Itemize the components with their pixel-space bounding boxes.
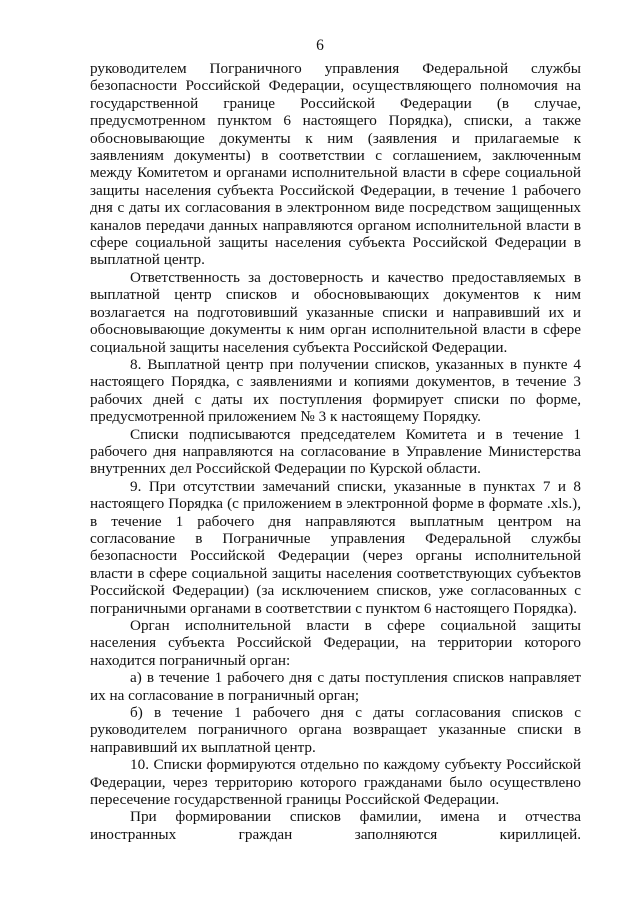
page-number: 6 (316, 37, 324, 54)
paragraph-continuation: руководителем Пограничного управления Федеральной службы безопасности Российской Федерации, осуществляющего полномочия на государственной границе Российской Федерации (в случае, предусмотренном пунктом 6 настоящего Порядка), списки, а также обосновывающие документы к ним (заявления и прилагаемые к заявлениям документы) в соответствии с соглашением, заключенным между Комитетом и органами исполнительной власти в сфере социальной защиты населения субъекта Российской Федерации, в течение 1 рабочего дня с даты их согласования в электронном виде посредством защищенных каналов передачи данных направляются органом исполнительной власти в сфере социальной защиты населения субъекта Российской Федерации в выплатной центр. (90, 60, 581, 269)
paragraph-lists-signing: Списки подписываются председателем Комитета и в течение 1 рабочего дня направляются на согласование в Управление Министерства внутренних дел Российской Федерации по Курской области. (90, 425, 581, 478)
paragraph-item-8: 8. Выплатной центр при получении списков, указанных в пункте 4 настоящего Порядка, с заявлениями и копиями документов, в течение 3 рабочих дней с даты их поступления формирует списки по форме, предусмотренной приложением № 3 к настоящему Порядку. (90, 355, 581, 426)
paragraph-responsibility: Ответственность за достоверность и качество предоставляемых в выплатной центр списков и обосновывающих документов к ним возлагается на подготовивший указанные списки и направивший их и обосновывающие документы к ним орган исполнительной власти в сфере социальной защиты населения субъекта Российской Федерации. (90, 268, 581, 356)
paragraph-subitem-b: б) в течение 1 рабочего дня с даты согласования списков с руководителем пограничного органа возвращает указанные списки в направивший их выплатной центр. (90, 704, 581, 756)
paragraph-item-9: 9. При отсутствии замечаний списки, указанные в пунктах 7 и 8 настоящего Порядка (с приложением в электронной форме в формате .xls.), в течение 1 рабочего дня направляются выплатным центром на согласование в Пограничные управления Федеральной службы безопасности Российской Федерации (через органы исполнительной власти в сфере социальной защиты населения соответствующих субъектов Российской Федерации) (за исключением списков, уже согласованных с пограничными органами в соответствии с пунктом 6 настоящего Порядка). (90, 477, 581, 617)
paragraph-cyrillic-names: При формировании списков фамилии, имена и отчества иностранных граждан заполняются кириллицей. (90, 808, 581, 843)
paragraph-subitem-a: а) в течение 1 рабочего дня с даты поступления списков направляет их на согласование в пограничный орган; (90, 669, 581, 704)
document-body (90, 60, 581, 843)
paragraph-executive-body: Орган исполнительной власти в сфере социальной защиты населения субъекта Российской Федерации, на территории которого находится пограничный орган: (90, 617, 581, 669)
paragraph-item-10: 10. Списки формируются отдельно по каждому субъекту Российской Федерации, через территорию которого гражданами было осуществлено пересечение государственной границы Российской Федерации. (90, 756, 581, 809)
